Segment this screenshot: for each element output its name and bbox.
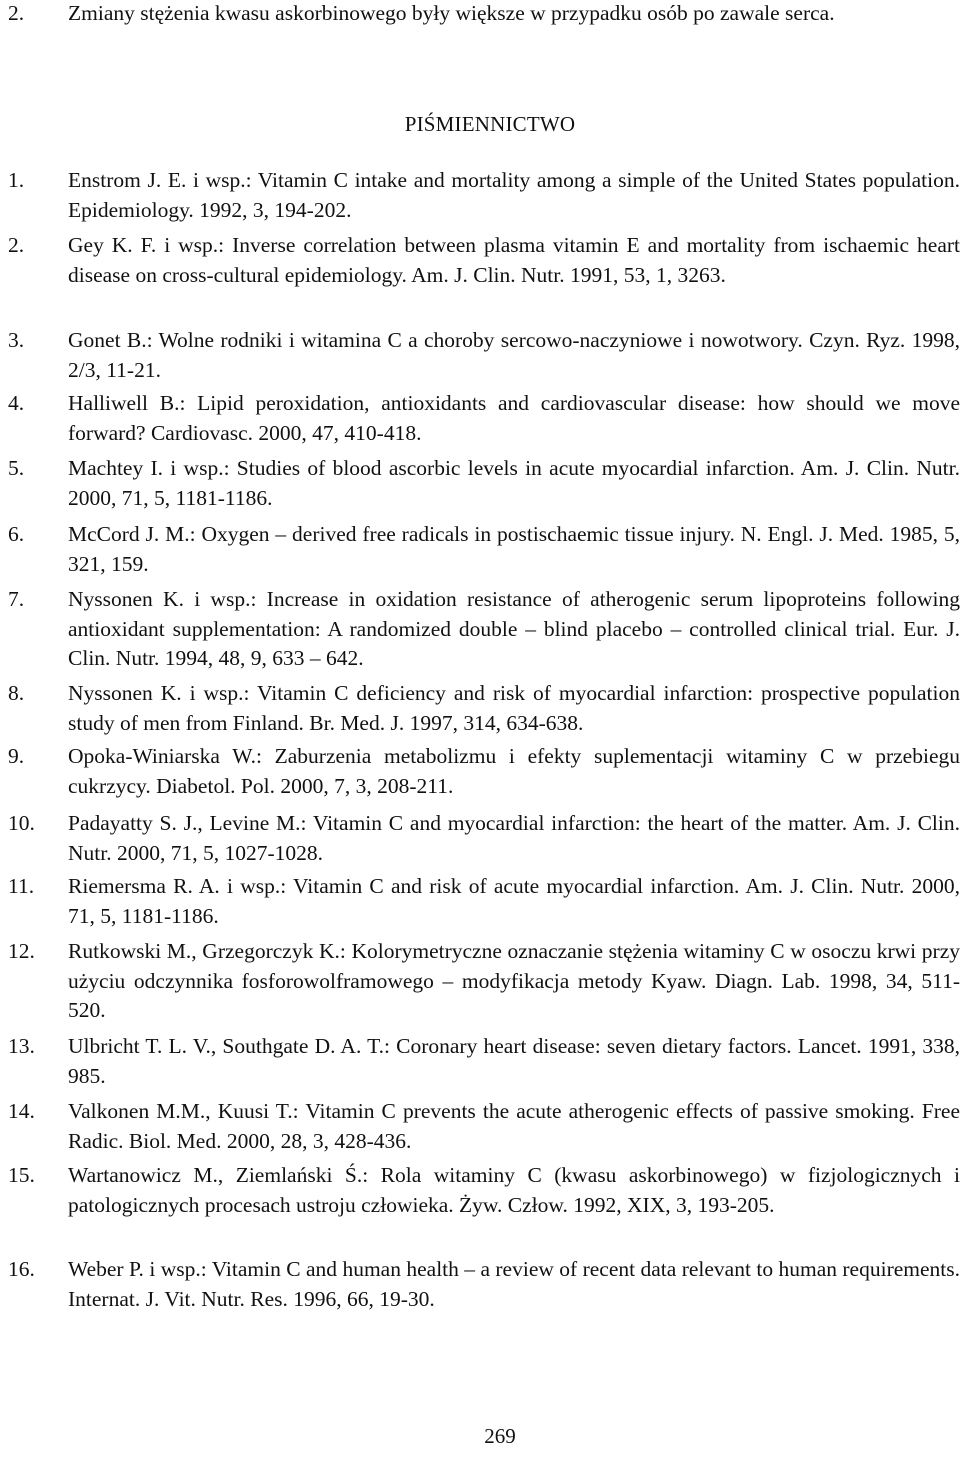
reference-number: 11. [8,874,35,898]
references-heading: PIŚMIENNICTWO [404,112,576,136]
reference-item [8,679,960,738]
reference-item [8,231,960,290]
reference-number: 16. [8,1257,35,1281]
reference-text: Enstrom J. E. i wsp.: Vitamin C intake and mortality among a simple of the United States population. Epidemiology. 1992, 3, 194-202. [68,168,960,222]
reference-text: McCord J. M.: Oxygen – derived free radicals in postischaemic tissue injury. N. Engl. J. Med. 1985, 5, 321, 159. [68,522,960,576]
reference-number: 12. [8,939,35,963]
reference-text: Halliwell B.: Lipid peroxidation, antioxidants and cardiovascular disease: how should we move forward? Cardiovasc. 2000, 47, 410-418. [68,391,960,445]
reference-item [8,520,960,579]
reference-number: 13. [8,1034,35,1058]
reference-text: Wartanowicz M., Ziemlański Ś.: Rola witaminy C (kwasu askorbinowego) w fizjologicznych i patologicznych procesach ustroju człowieka. Żyw. Człow. 1992, XIX, 3, 193-205. [68,1163,960,1217]
reference-item [8,389,960,448]
reference-text: Machtey I. i wsp.: Studies of blood ascorbic levels in acute myocardial infarction. Am. J. Clin. Nutr. 2000, 71, 5, 1181-1186. [68,456,960,510]
reference-item [8,1032,960,1091]
reference-text: Padayatty S. J., Levine M.: Vitamin C and myocardial infarction: the heart of the matter. Am. J. Clin. Nutr. 2000, 71, 5, 1027-1028. [68,811,960,865]
reference-text: Rutkowski M., Grzegorczyk K.: Kolorymetryczne oznaczanie stężenia witaminy C w osoczu krwi przy użyciu odczynnika fosforowolframowego – modyfikacja metody Kyaw. Diagn. Lab. 1998, 34, 511-520. [68,939,960,1022]
page-number: 269 [484,1424,516,1448]
reference-number: 7. [8,587,25,611]
reference-item [8,1097,960,1156]
reference-item [8,1255,960,1314]
reference-number: 4. [8,391,25,415]
reference-number: 2. [8,233,25,257]
reference-text: Gonet B.: Wolne rodniki i witamina C a choroby sercowo-naczyniowe i nowotwory. Czyn. Ryz. 1998, 2/3, 11-21. [68,328,960,382]
reference-number: 14. [8,1099,35,1123]
reference-text: Nyssonen K. i wsp.: Increase in oxidation resistance of atherogenic serum lipoproteins following antioxidant supplementation: A randomized double – blind placebo – controlled clinical trial. Eur. J. Clin. Nutr. 1994, 48, 9, 633 – 642. [68,587,960,670]
reference-text: Ulbricht T. L. V., Southgate D. A. T.: Coronary heart disease: seven dietary factors. Lancet. 1991, 338, 985. [68,1034,960,1088]
reference-item [8,326,960,385]
reference-text: Riemersma R. A. i wsp.: Vitamin C and risk of acute myocardial infarction. Am. J. Clin. Nutr. 2000, 71, 5, 1181-1186. [68,874,960,928]
reference-number: 6. [8,522,25,546]
reference-item [8,872,960,931]
reference-text: Valkonen M.M., Kuusi T.: Vitamin C prevents the acute atherogenic effects of passive smoking. Free Radic. Biol. Med. 2000, 28, 3, 428-436. [68,1099,960,1153]
reference-item [8,937,960,1026]
reference-item [8,742,960,801]
reference-number: 8. [8,681,25,705]
conclusion-number: 2. [8,1,25,25]
reference-number: 3. [8,328,25,352]
reference-text: Weber P. i wsp.: Vitamin C and human health – a review of recent data relevant to human requirements. Internat. J. Vit. Nutr. Res. 1996, 66, 19-30. [68,1257,960,1311]
reference-item [8,166,960,225]
reference-item [8,809,960,868]
reference-text: Opoka-Winiarska W.: Zaburzenia metabolizmu i efekty suplementacji witaminy C w przebiegu cukrzycy. Diabetol. Pol. 2000, 7, 3, 208-211. [68,744,960,798]
reference-item [8,454,960,513]
reference-number: 15. [8,1163,35,1187]
reference-number: 5. [8,456,25,480]
reference-item [8,1161,960,1220]
conclusion-item [8,0,960,29]
conclusion-text: Zmiany stężenia kwasu askorbinowego były większe w przypadku osób po zawale serca. [68,1,835,25]
reference-text: Gey K. F. i wsp.: Inverse correlation between plasma vitamin E and mortality from ischaemic heart disease on cross-cultural epidemiology. Am. J. Clin. Nutr. 1991, 53, 1, 3263. [68,233,960,287]
reference-number: 1. [8,168,25,192]
reference-text: Nyssonen K. i wsp.: Vitamin C deficiency and risk of myocardial infarction: prospective population study of men from Finland. Br. Med. J. 1997, 314, 634-638. [68,681,960,735]
reference-item [8,585,960,674]
reference-number: 10. [8,811,35,835]
reference-number: 9. [8,744,25,768]
